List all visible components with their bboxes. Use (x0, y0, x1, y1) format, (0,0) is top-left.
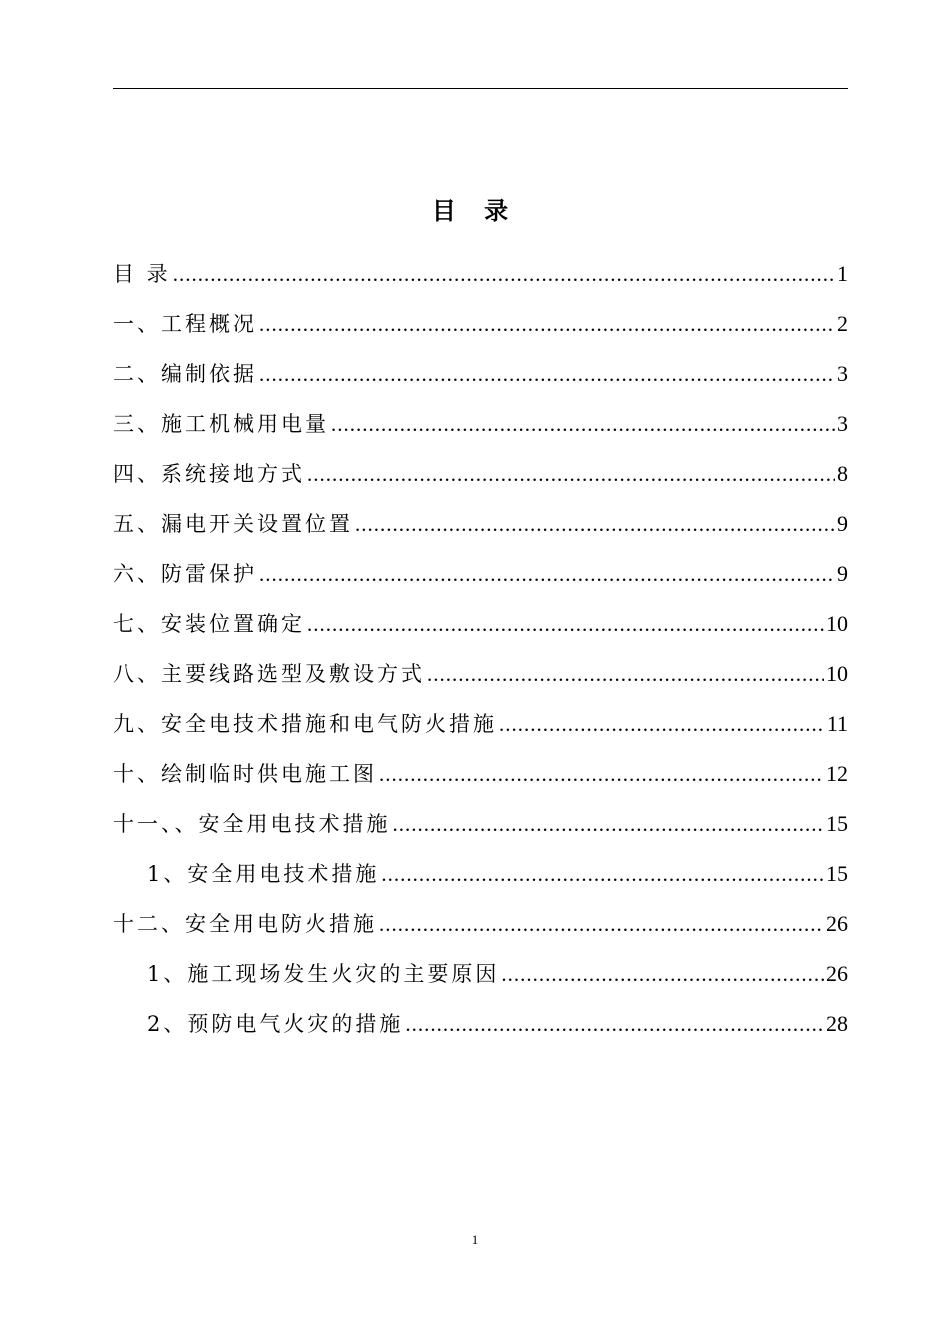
toc-entry-page: 11 (826, 711, 848, 736)
toc-entry[interactable] (113, 406, 848, 456)
toc-subentry[interactable] (113, 856, 848, 906)
toc-dot-leader (355, 506, 835, 542)
toc-entry-page: 15 (826, 811, 848, 836)
toc-dot-leader (427, 656, 824, 692)
toc-entry-label: 五、漏电开关设置位置 (113, 512, 353, 536)
toc-entry-label: 七、安装位置确定 (113, 612, 305, 636)
toc-entry-page: 1 (837, 261, 848, 286)
toc-entry-page: 28 (826, 1011, 848, 1036)
toc-entry-page: 2 (837, 311, 848, 336)
toc-entry-page: 26 (826, 911, 848, 936)
toc-entry[interactable] (113, 256, 848, 306)
toc-entry[interactable] (113, 656, 848, 706)
toc-subentry[interactable] (113, 1006, 848, 1056)
toc-entry-label: 三、施工机械用电量 (113, 412, 329, 436)
toc-entry-page: 3 (837, 411, 848, 436)
toc-dot-leader (501, 956, 824, 992)
toc-dot-leader (379, 756, 824, 792)
toc-entry[interactable] (113, 306, 848, 356)
toc-entry-page: 9 (837, 561, 848, 586)
toc-dot-leader (379, 906, 824, 942)
toc-entry-label: 1、施工现场发生火灾的主要原因 (147, 962, 500, 986)
toc-entry-label: 一、工程概况 (113, 312, 257, 336)
toc-dot-leader (331, 406, 835, 442)
toc-dot-leader (307, 606, 824, 642)
toc-entry[interactable] (113, 456, 848, 506)
toc-dot-leader (499, 706, 825, 742)
toc-entry-label: 九、安全电技术措施和电气防火措施 (113, 712, 497, 736)
toc-list (113, 256, 848, 1056)
toc-dot-leader (259, 306, 835, 342)
toc-entry-label: 十二、安全用电防火措施 (113, 912, 377, 936)
toc-entry-page: 12 (826, 761, 848, 786)
toc-title: 目 录 (431, 196, 519, 225)
toc-entry-label: 二、编制依据 (113, 362, 257, 386)
toc-subentry[interactable] (113, 956, 848, 1006)
header-rule (113, 88, 848, 89)
toc-dot-leader (307, 456, 835, 492)
toc-entry-label: 2、预防电气火灾的措施 (147, 1012, 404, 1036)
toc-entry-page: 10 (826, 661, 848, 686)
toc-entry-label: 六、防雷保护 (113, 562, 257, 586)
toc-dot-leader (405, 1006, 824, 1042)
toc-dot-leader (381, 856, 824, 892)
toc-entry-label: 1、安全用电技术措施 (147, 862, 380, 886)
toc-dot-leader (393, 806, 825, 842)
toc-dot-leader (173, 256, 835, 292)
toc-entry-label: 八、主要线路选型及敷设方式 (113, 662, 425, 686)
toc-dot-leader (259, 556, 835, 592)
toc-dot-leader (259, 356, 835, 392)
toc-entry-label: 十一、、安全用电技术措施 (113, 812, 391, 836)
toc-entry[interactable] (113, 906, 848, 956)
toc-entry[interactable] (113, 556, 848, 606)
toc-entry-label: 十、绘制临时供电施工图 (113, 762, 377, 786)
toc-entry-label: 四、系统接地方式 (113, 462, 305, 486)
toc-entry[interactable] (113, 706, 848, 756)
toc-entry[interactable] (113, 606, 848, 656)
toc-entry-label: 目 录 (113, 262, 171, 286)
toc-entry-page: 3 (837, 361, 848, 386)
toc-entry-page: 10 (826, 611, 848, 636)
toc-entry-page: 8 (837, 461, 848, 486)
toc-entry[interactable] (113, 756, 848, 806)
toc-entry-page: 26 (826, 961, 848, 986)
toc-entry[interactable] (113, 356, 848, 406)
page-number: 1 (471, 1232, 479, 1247)
toc-entry-page: 9 (837, 511, 848, 536)
toc-entry[interactable] (113, 506, 848, 556)
toc-entry[interactable] (113, 806, 848, 856)
toc-entry-page: 15 (826, 861, 848, 886)
